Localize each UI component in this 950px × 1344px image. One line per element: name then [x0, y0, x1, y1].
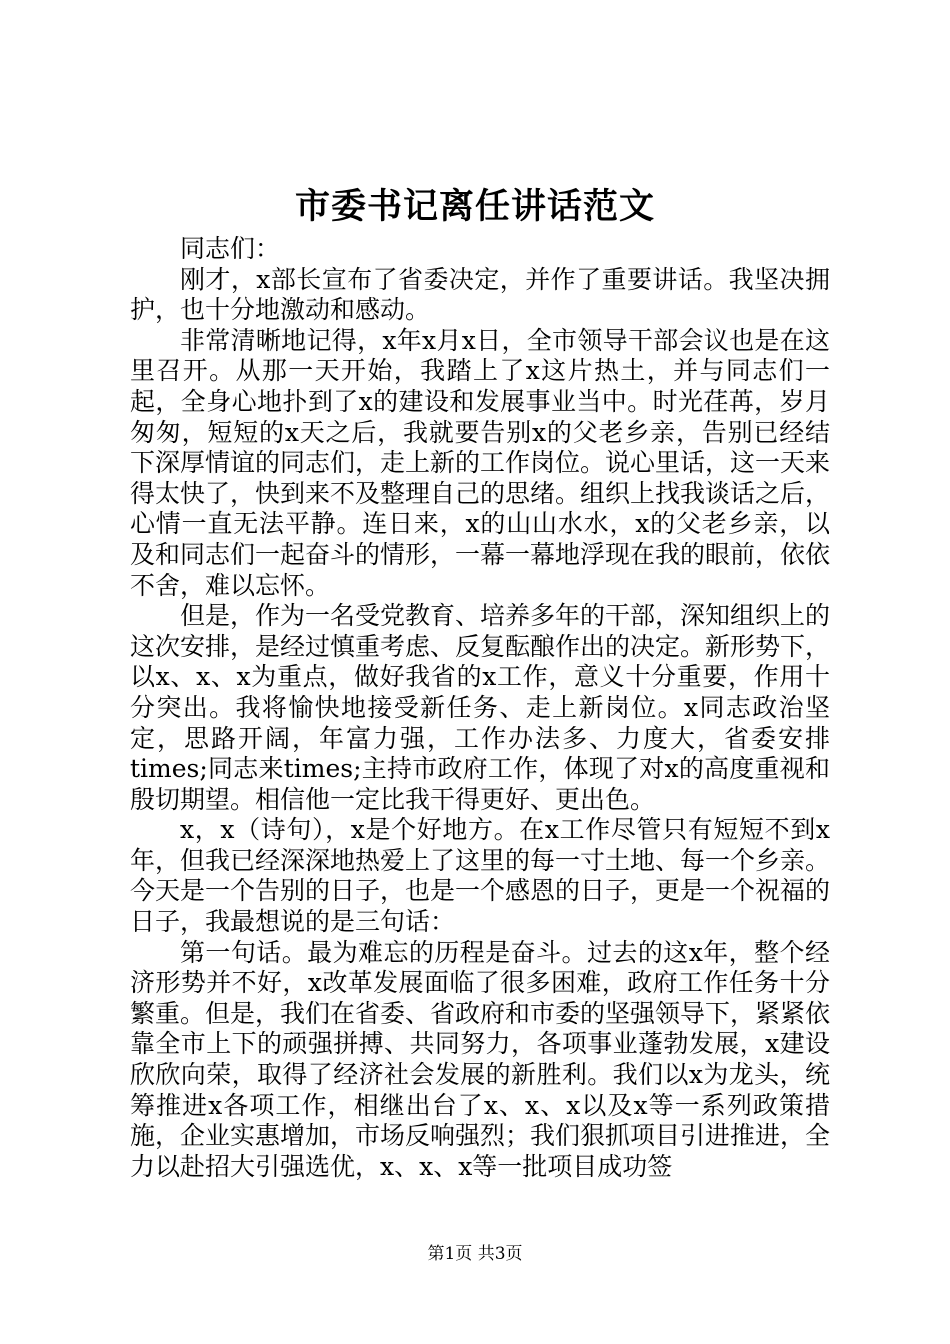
- page-number-footer: 第1页 共3页: [427, 1244, 523, 1264]
- document-title: 市委书记离任讲话范文: [294, 186, 655, 227]
- body-paragraph: 非常清晰地记得，x年x月x日，全市领导干部会议也是在这里召开。从那一天开始，我踏上了x这片热土，并与同志们一起，全身心地扑到了x的建设和发展事业当中。时光荏苒，岁月匆匆，短短的x天之后，我就要告别x的父老乡亲，告别已经结下深厚情谊的同志们，走上新的工作岗位。说心里话，这一天来得太快了，快到来不及整理自己的思绪。组织上找我谈话之后，心情一直无法平静。连日来，x的山山水水，x的父老乡亲，以及和同志们一起奋斗的情形，一幕一幕地浮现在我的眼前，依依不舍，难以忘怀。: [130, 325, 831, 600]
- body-paragraph: x，x（诗句），x是个好地方。在x工作尽管只有短短不到x年，但我已经深深地热爱上了这里的每一寸土地、每一个乡亲。今天是一个告别的日子，也是一个感恩的日子，更是一个祝福的日子，我最想说的是三句话：: [130, 815, 831, 937]
- body-paragraph: 但是，作为一名受党教育、培养多年的干部，深知组织上的这次安排，是经过慎重考虑、反复酝酿作出的决定。新形势下，以x、x、x为重点，做好我省的x工作，意义十分重要，作用十分突出。我将愉快地接受新任务、走上新岗位。x同志政治坚定，思路开阔，年富力强，工作办法多、力度大，省委安排times;同志来times;主持市政府工作，体现了对x的高度重视和殷切期望。相信他一定比我干得更好、更出色。: [130, 601, 831, 814]
- body-paragraph: 刚才，x部长宣布了省委决定，并作了重要讲话。我坚决拥护，也十分地激动和感动。: [130, 264, 830, 325]
- body-paragraph: 第一句话。最为难忘的历程是奋斗。过去的这x年，整个经济形势并不好，x改革发展面临了很多困难，政府工作任务十分繁重。但是，我们在省委、省政府和市委的坚强领导下，紧紧依靠全市上下的顽强拼搏、共同努力，各项事业蓬勃发展，x建设欣欣向荣，取得了经济社会发展的新胜利。我们以x为龙头，统筹推进x各项工作，相继出台了x、x、x以及x等一系列政策措施，企业实惠增加，市场反响强烈；我们狠抓项目引进推进，全力以赴招大引强选优，x、x、x等一批项目成功签: [130, 937, 831, 1181]
- document-body: [130, 234, 830, 1182]
- salutation-paragraph: 同志们：: [180, 234, 281, 263]
